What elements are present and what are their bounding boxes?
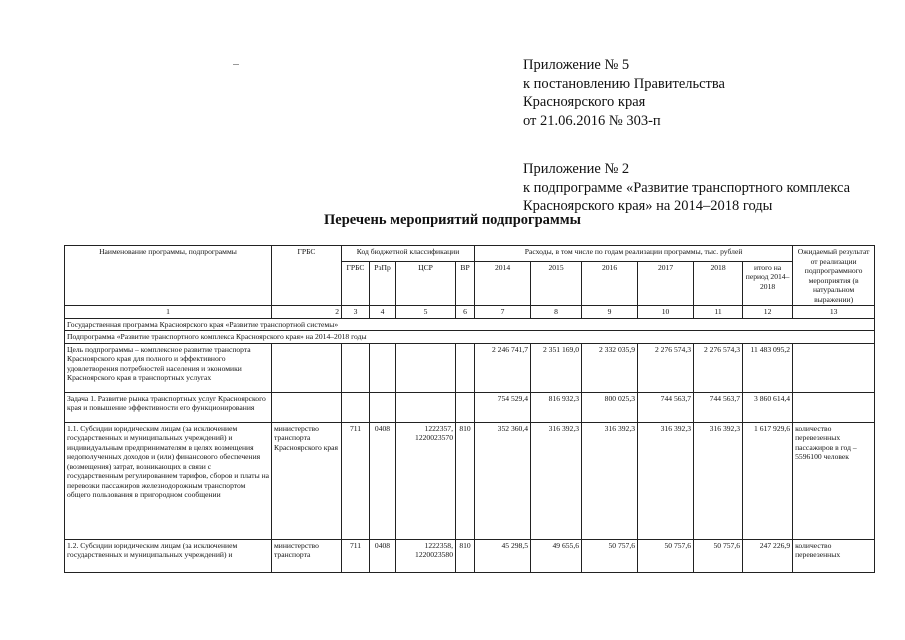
column-number: 3 xyxy=(342,306,370,319)
document-title: Перечень мероприятий подпрограммы xyxy=(324,212,581,228)
goal-value-2016: 2 332 035,9 xyxy=(582,343,638,392)
column-number: 13 xyxy=(793,306,875,319)
appendix-5-line: Приложение № 5 xyxy=(523,57,630,73)
appendix-5-line: к постановлению Правительства xyxy=(523,75,725,92)
program-row: Государственная программа Красноярского края «Развитие транспортной системы» xyxy=(65,318,875,331)
measure-1-1-csr: 1222357, 1220023570 xyxy=(396,422,456,539)
header-year: 2017 xyxy=(638,261,694,305)
measure-1-2-name: 1.2. Субсидии юридическим лицам (за исключением государственных и муниципальных учреждений) и xyxy=(65,539,272,572)
measure-1-1-rzpr: 0408 xyxy=(370,422,396,539)
measure-1-2-result: количество перевезенных xyxy=(793,539,875,572)
header-rzpr: РзПр xyxy=(370,261,396,305)
task-value-2015: 816 932,3 xyxy=(531,392,582,422)
goal-name: Цель подпрограммы – комплексное развитие транспорта Красноярского края для полного и эффективного удовлетворения потребностей населения и экономики Красноярского края в транспортных услугах xyxy=(65,343,272,392)
header-year: 2014 xyxy=(475,261,531,305)
appendix-5-line: от 21.06.2016 № 303-п xyxy=(523,112,661,129)
column-number: 5 xyxy=(396,306,456,319)
task-name: Задача 1. Развитие рынка транспортных услуг Красноярского края и повышение эффективности его функционирования xyxy=(65,392,272,422)
task-value-total: 3 860 614,4 xyxy=(743,392,793,422)
scan-speck xyxy=(233,64,239,65)
column-number: 11 xyxy=(694,306,743,319)
header-grbs-name: ГРБС xyxy=(272,246,342,306)
measure-1-2-value-2018: 50 757,6 xyxy=(694,539,743,572)
task-value-2017: 744 563,7 xyxy=(638,392,694,422)
measures-table xyxy=(64,245,875,573)
header-result: Ожидаемый результат от реализации подпрограммного мероприятия (в натуральном выражении) xyxy=(793,246,875,306)
column-number: 7 xyxy=(475,306,531,319)
measure-1-2-rzpr: 0408 xyxy=(370,539,396,572)
measure-1-2-grbs-name: министерство транспорта xyxy=(272,539,342,572)
measure-1-1-value-2017: 316 392,3 xyxy=(638,422,694,539)
header-expenses: Расходы, в том числе по годам реализации программы, тыс. рублей xyxy=(475,246,793,262)
measure-1-2-grbs: 711 xyxy=(342,539,370,572)
measure-1-2-value-2017: 50 757,6 xyxy=(638,539,694,572)
goal-value-2017: 2 276 574,3 xyxy=(638,343,694,392)
measure-1-2-value-total: 247 226,9 xyxy=(743,539,793,572)
measure-1-1-vr: 810 xyxy=(456,422,475,539)
appendix-5-block xyxy=(523,56,850,130)
header-name: Наименование программы, подпрограммы xyxy=(65,246,272,306)
measure-1-2-row xyxy=(65,539,875,572)
measure-1-1-grbs: 711 xyxy=(342,422,370,539)
header-grbs: ГРБС xyxy=(342,261,370,305)
task-row xyxy=(65,392,875,422)
goal-row xyxy=(65,343,875,392)
column-number: 8 xyxy=(531,306,582,319)
column-number: 2 xyxy=(272,306,342,319)
measure-1-2-value-2014: 45 298,5 xyxy=(475,539,531,572)
column-numbers-row xyxy=(65,306,875,319)
measure-1-2-csr: 1222358, 1220023580 xyxy=(396,539,456,572)
header-total: итого на период 2014–2018 xyxy=(743,261,793,305)
task-value-2014: 754 529,4 xyxy=(475,392,531,422)
column-number: 1 xyxy=(65,306,272,319)
measure-1-1-row xyxy=(65,422,875,539)
goal-value-2018: 2 276 574,3 xyxy=(694,343,743,392)
header-year: 2018 xyxy=(694,261,743,305)
header-year: 2016 xyxy=(582,261,638,305)
appendix-2-line: Красноярского края» на 2014–2018 годы xyxy=(523,198,773,214)
appendix-2-line: Приложение № 2 xyxy=(523,161,630,177)
column-number: 6 xyxy=(456,306,475,319)
column-number: 4 xyxy=(370,306,396,319)
goal-value-2015: 2 351 169,0 xyxy=(531,343,582,392)
goal-value-2014: 2 246 741,7 xyxy=(475,343,531,392)
measure-1-2-vr: 810 xyxy=(456,539,475,572)
measure-1-2-value-2016: 50 757,6 xyxy=(582,539,638,572)
appendix-2-line: к подпрограмме «Развитие транспортного комплекса xyxy=(523,179,851,196)
task-value-2016: 800 025,3 xyxy=(582,392,638,422)
column-number: 9 xyxy=(582,306,638,319)
appendix-2-block xyxy=(523,160,850,216)
measure-1-1-result: количество перевезенных пассажиров в год – 5596100 человек xyxy=(793,422,875,539)
measure-1-1-grbs-name: министерство транспорта Красноярского края xyxy=(272,422,342,539)
measure-1-1-value-2015: 316 392,3 xyxy=(531,422,582,539)
subprogram-row: Подпрограмма «Развитие транспортного комплекса Красноярского края» на 2014–2018 годы xyxy=(65,331,875,344)
task-value-2018: 744 563,7 xyxy=(694,392,743,422)
measure-1-1-value-total: 1 617 929,6 xyxy=(743,422,793,539)
measure-1-1-value-2014: 352 360,4 xyxy=(475,422,531,539)
goal-value-total: 11 483 095,2 xyxy=(743,343,793,392)
measure-1-1-value-2018: 316 392,3 xyxy=(694,422,743,539)
measure-1-1-name: 1.1. Субсидии юридическим лицам (за исключением государственных и муниципальных учреждений) и индивидуальным предпринимателям в целях возмещения недополученных доходов и (или) финансового обеспечения (возмещения) затрат, возникающих в связи с государственным регулированием тарифов, сборов и платы на перевозки пассажиров железнодорожным транспортом общего пользования в пригородном сообщении xyxy=(65,422,272,539)
appendix-5-line: Красноярского края xyxy=(523,94,646,110)
column-number: 10 xyxy=(638,306,694,319)
header-year: 2015 xyxy=(531,261,582,305)
header-vr: ВР xyxy=(456,261,475,305)
header-kbk: Код бюджетной классификации xyxy=(342,246,475,262)
column-number: 12 xyxy=(743,306,793,319)
header-csr: ЦСР xyxy=(396,261,456,305)
measure-1-1-value-2016: 316 392,3 xyxy=(582,422,638,539)
measure-1-2-value-2015: 49 655,6 xyxy=(531,539,582,572)
appendix-header xyxy=(523,56,850,216)
